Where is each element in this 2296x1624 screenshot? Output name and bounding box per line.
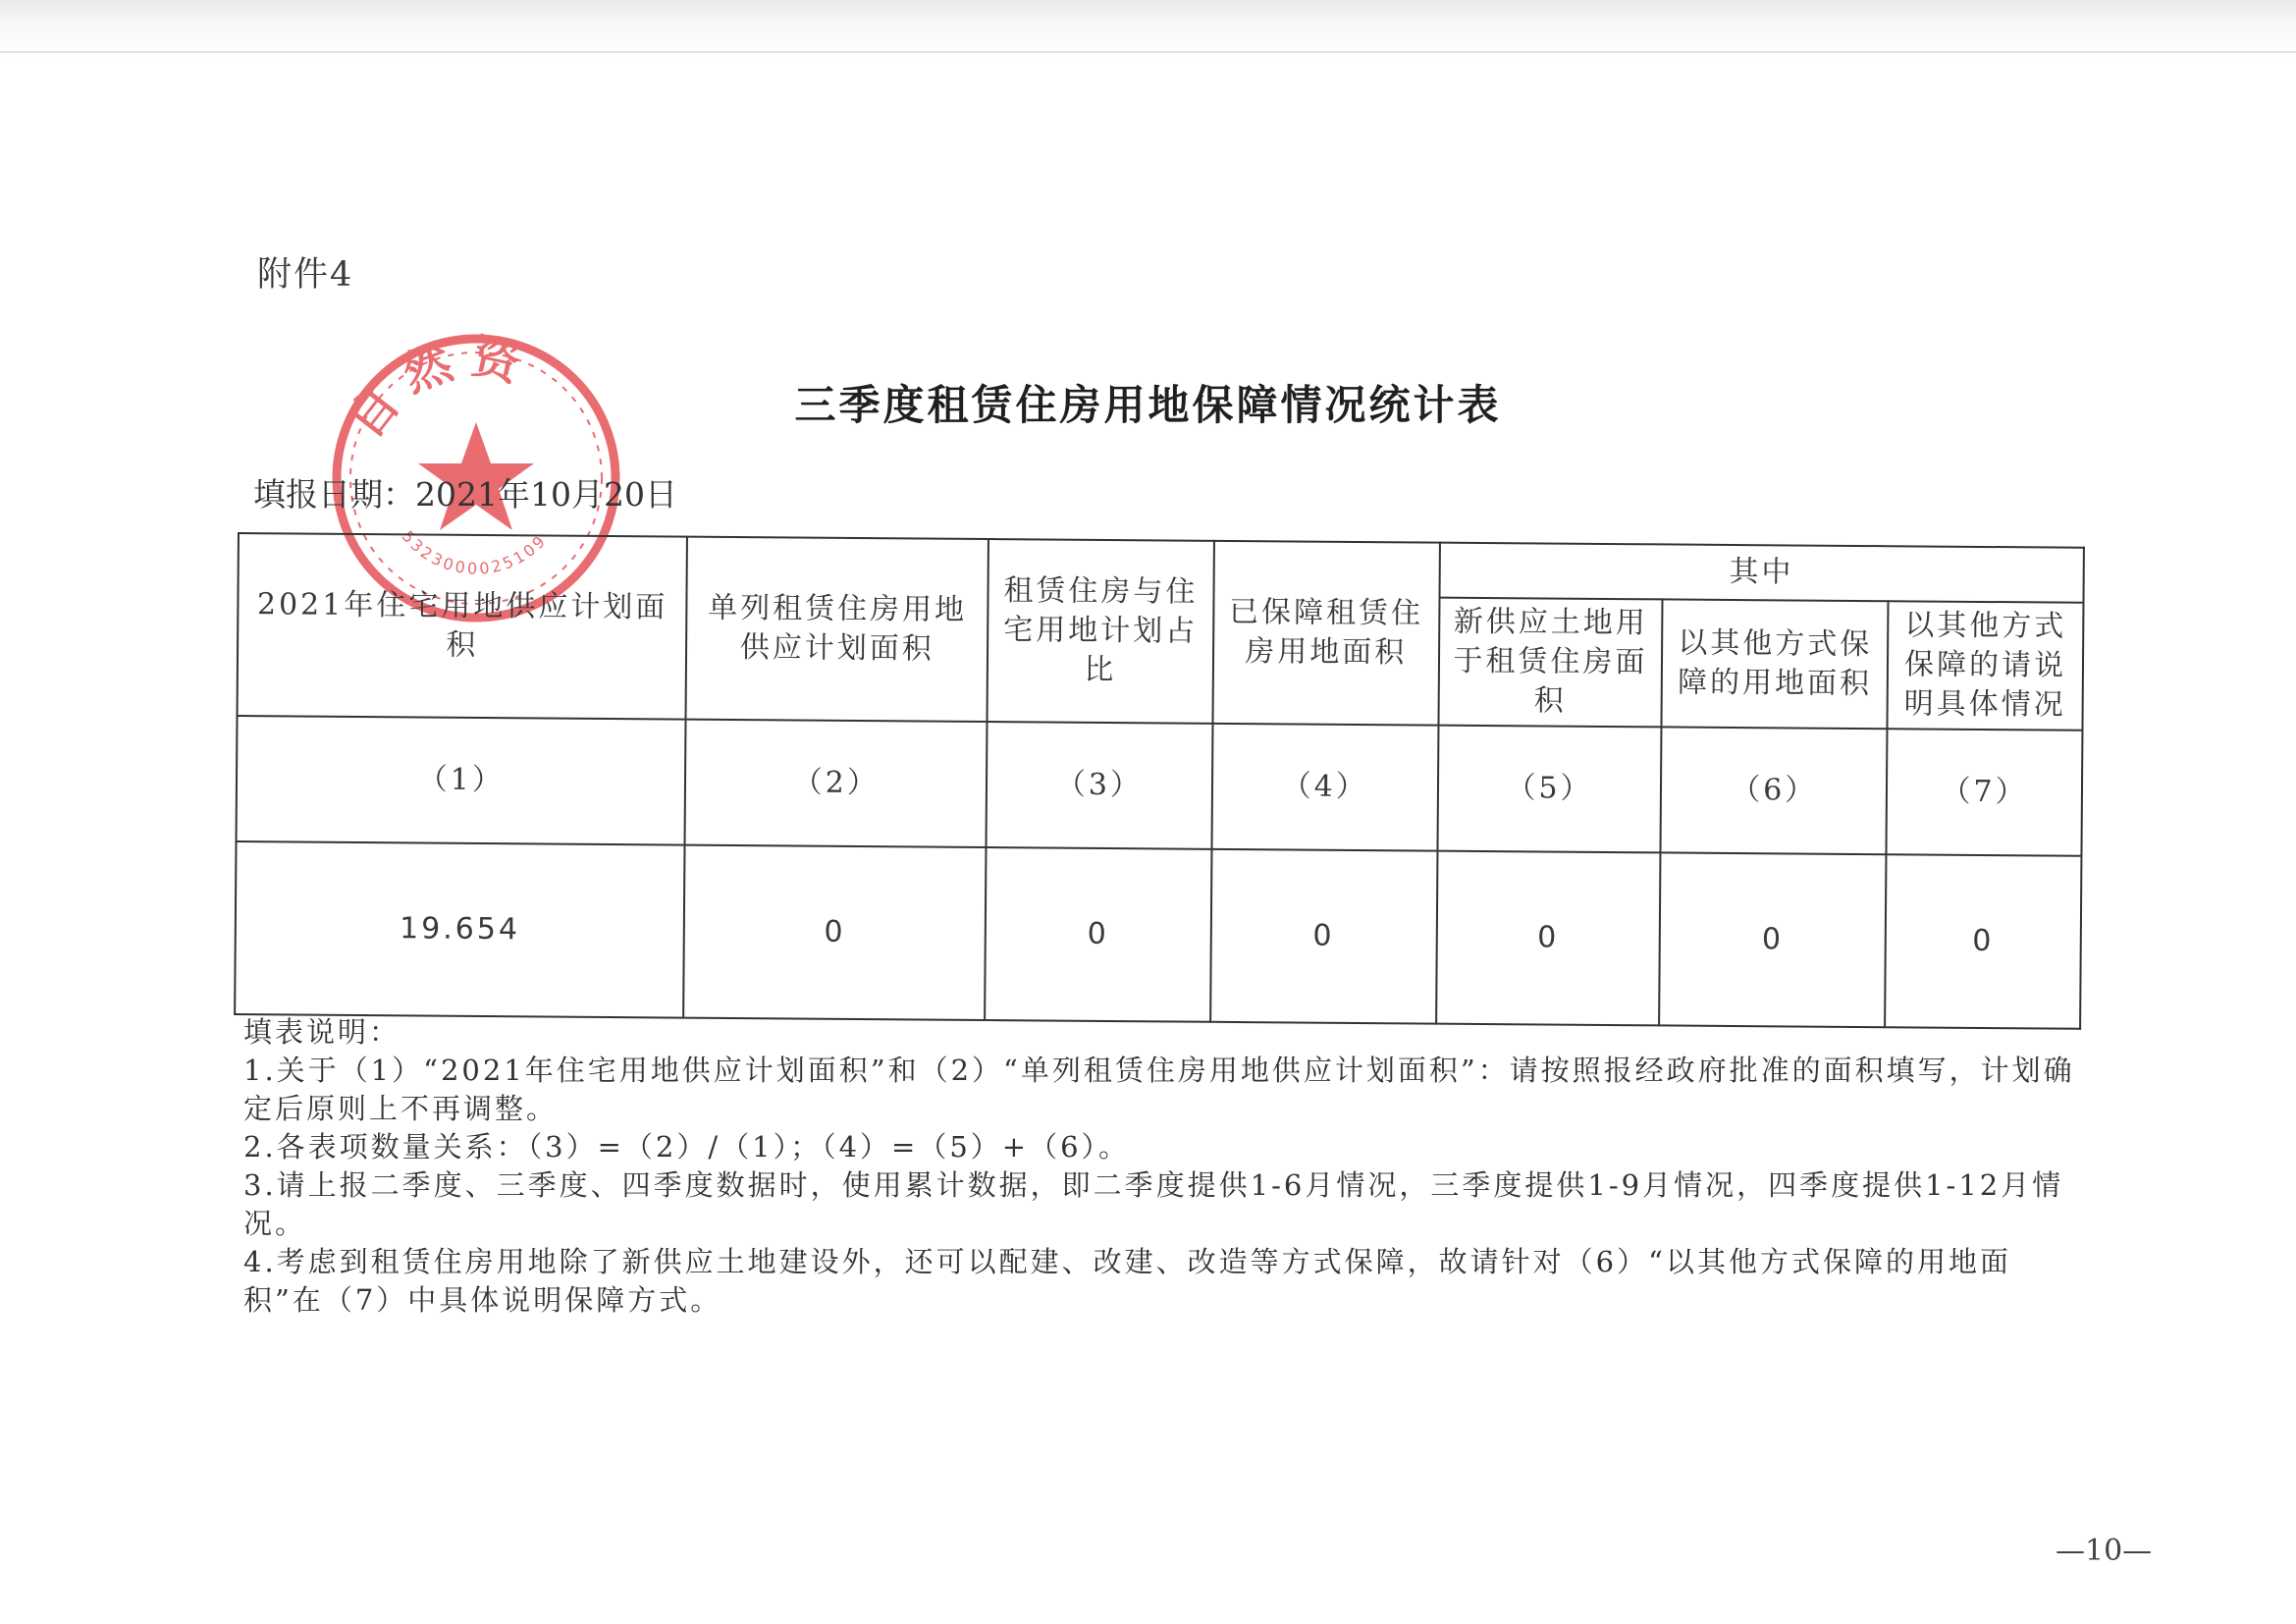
index-cell-6: （6） <box>1661 727 1888 854</box>
page-title: 三季度租赁住房用地保障情况统计表 <box>794 381 1502 429</box>
fill-date-label: 填报日期： <box>253 475 415 514</box>
header-col7: 以其他方式保障的请说明具体情况 <box>1888 601 2084 731</box>
header-col4: 已保障租赁住房用地面积 <box>1212 541 1439 726</box>
index-cell-4: （4） <box>1211 724 1438 851</box>
instruction-item: 2.各表项数量关系：（3）=（2）/（1）；（4）=（5）+（6）。 <box>243 1130 1131 1164</box>
value-cell-6: 0 <box>1659 852 1886 1027</box>
header-col5: 新供应土地用于租赁住房面积 <box>1438 598 1663 728</box>
index-cell-2: （2） <box>685 720 988 847</box>
fill-date <box>253 469 677 515</box>
instruction-item: 3.请上报二季度、三季度、四季度数据时，使用累计数据，即二季度提供1-6月情况，三季度提供1-9月情况，四季度提供1-12月情况。 <box>243 1168 2064 1240</box>
index-cell-3: （3） <box>987 722 1213 849</box>
index-cell-5: （5） <box>1437 726 1662 853</box>
page-number: —10— <box>2056 1534 2153 1568</box>
header-group: 其中 <box>1439 543 2084 603</box>
svg-text:5323000025109: 5323000025109 <box>398 526 552 578</box>
table-header-row <box>239 533 2084 603</box>
value-cell-5: 0 <box>1436 851 1661 1026</box>
index-cell-7: （7） <box>1887 729 2083 856</box>
value-cell-1: 19.654 <box>235 841 685 1018</box>
fill-instructions <box>243 1013 2089 1320</box>
table-index-row <box>237 716 2083 856</box>
value-cell-2: 0 <box>684 845 987 1020</box>
index-cell-1: （1） <box>237 716 686 845</box>
header-col2: 单列租赁住房用地供应计划面积 <box>686 537 988 722</box>
scan-line <box>0 51 2296 53</box>
value-cell-4: 0 <box>1210 849 1437 1024</box>
table-value-row <box>235 841 2081 1029</box>
header-col3: 租赁住房与住宅用地计划占比 <box>988 539 1214 724</box>
header-col1: 2021年住宅用地供应计划面积 <box>238 533 688 720</box>
svg-text:自然资: 自然资 <box>338 328 539 449</box>
value-cell-7: 0 <box>1885 854 2081 1029</box>
scan-edge <box>0 0 2296 59</box>
value-cell-3: 0 <box>985 847 1211 1022</box>
fill-date-value: 2021年10月20日 <box>415 475 677 514</box>
attachment-label: 附件4 <box>257 255 354 295</box>
statistics-table <box>234 532 2085 1030</box>
instructions-heading: 填表说明： <box>243 1015 401 1049</box>
header-col6: 以其他方式保障的用地面积 <box>1662 599 1889 729</box>
instruction-item: 4.考虑到租赁住房用地除了新供应土地建设外，还可以配建、改建、改造等方式保障，故请针对（6）“以其他方式保障的用地面积”在（7）中具体说明保障方式。 <box>243 1245 2011 1317</box>
instruction-item: 1.关于（1）“2021年住宅用地供应计划面积”和（2）“单列租赁住房用地供应计划面积”：请按照报经政府批准的面积填写，计划确定后原则上不再调整。 <box>243 1054 2075 1125</box>
